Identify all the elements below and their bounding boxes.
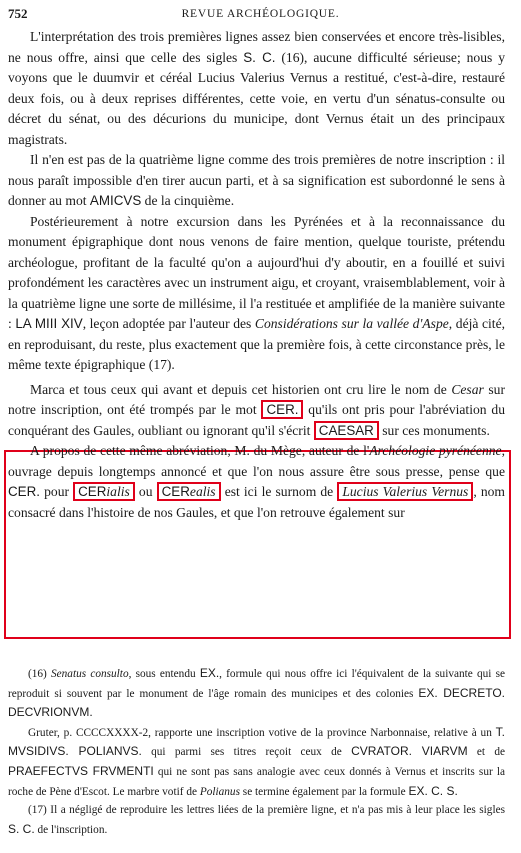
text: ou (134, 484, 157, 499)
suffix: ealis (189, 484, 216, 499)
footnote-16 (8, 664, 505, 723)
text: sur notre inscription, ont été trompés par le mot (8, 381, 505, 417)
paragraph-4 (8, 380, 505, 442)
text: (17) Il a négligé de reproduire les lettres liées de la première ligne, et n'a pas mis à leur place les sigles (28, 804, 505, 817)
footnote-17 (8, 801, 505, 839)
cesar-word: Cesar (451, 381, 484, 397)
formula: EX. C. S. (408, 783, 458, 798)
text: sur ces monuments. (378, 422, 490, 438)
text: , sous entendu (128, 668, 200, 680)
italic: Senatus consulto (51, 668, 129, 680)
text: (16) (28, 668, 51, 680)
title-2: PRAEFECTVS FRVMENTI (8, 763, 154, 778)
text: pour (40, 484, 74, 499)
text: A propos de cette même abréviation, M. du Mège, auteur de l' (30, 443, 370, 458)
paragraph-1 (8, 27, 505, 150)
title-1: CVRATOR. VIARVM (351, 744, 468, 759)
page-number: 752 (8, 6, 28, 21)
running-title: REVUE ARCHÉOLOGIQUE. (181, 8, 340, 20)
text: qu'ils ont pris pour l'abréviation du conquérant des Gaules, oubliant ou ignorant qu'il s'écrit (8, 402, 505, 438)
cer-boxed: CER. (261, 400, 303, 419)
text: et de (467, 746, 505, 759)
cer-part: CER (161, 484, 190, 499)
main-text (8, 27, 505, 523)
paragraph-3 (8, 212, 505, 376)
name-boxed: Lucius Valerius Vernus (337, 482, 473, 501)
text: de l'inscription. (34, 823, 108, 836)
text: de la cinquième. (141, 193, 235, 208)
text: , formule qui nous offre ici l'équivalent de la suivante qui se reproduit si souvent par le monument de l'âge romain des municipes et des colonies (8, 668, 506, 700)
footnote-16-cont (8, 723, 505, 801)
text: Postérieurement à notre excursion dans les Pyrénées et à la reconnaissance du monument épigraphique dont nous venons de faire mention, quelque touriste, prétendu archéologue, profitant de la faculté qu'on a aujourd'hui d'y aboutir, en a fouillé et suivi profondément les caractères avec un instrument aigu, et croyant, vraisemblablement, voir à la quatrième ligne une sorte de millésime, il l'a restituée et amplifiée de la manière suivante : (8, 213, 505, 331)
cerialis-boxed (73, 482, 135, 501)
formula: EX. DECRETO. DECVRIONVM. (8, 685, 505, 720)
text: se termine également par la formule (239, 785, 409, 798)
text: L'interprétation des trois premières lignes assez bien conservées et encore très-lisibles, ne nous offre, ainsi que celle des sigles (8, 29, 505, 65)
reading: LA MIII XIV (15, 316, 83, 331)
book-title: Archéologie pyrénéenne (369, 443, 502, 458)
suffix: ialis (106, 484, 130, 499)
page-header (8, 4, 513, 24)
ex-word: EX. (199, 666, 220, 680)
text: , déjà cité, en reproduisant, du reste, plus exactement que la première fois, à cette circonstance près, le même texte épigraphique (17). (8, 316, 505, 372)
paragraph-5 (8, 441, 505, 523)
cer-word: CER. (8, 484, 40, 499)
text: (16), aucune difficulté sérieuse; nous y voyons que le duumvir et céréal Lucius Valerius Vernus a restitué, c'est-à-dire, restauré deux fois, ou à deux reprises différentes, cette voie, en vertu d'un sénatus-consulte ou décret du sénat, ou des décurions du municipe, dont Vernus était un des principaux magistrats. (8, 49, 506, 147)
paragraph-2 (8, 150, 505, 212)
text: Il n'en est pas de la quatrième ligne comme des trois premières de notre inscription : il nous paraît impossible d'en tirer aucun parti, et à sa signification est subordonné le sens à donner au mot (8, 152, 505, 208)
inscription-name: T. MVSIDIVS. POLIANVS. (8, 724, 505, 759)
sigle-sc: S. C. (243, 49, 276, 65)
text: est ici le surnom de (220, 484, 338, 499)
text: , ouvrage depuis longtemps annoncé et que l'on nous assure être sous presse, pense que (8, 443, 505, 479)
footnotes (8, 664, 505, 839)
cerealis-boxed (157, 482, 221, 501)
caesar-boxed: CAESAR (314, 421, 379, 440)
text: Gruter, p. CCCCXXXX-2, rapporte une inscription votive de la province Narbonnaise, relative à un (28, 726, 496, 739)
book-title: Considérations sur la vallée d'Aspe (254, 316, 449, 331)
text: Marca et tous ceux qui avant et depuis cet historien ont cru lire le nom de (30, 381, 452, 397)
text: qui parmi ses titres reçoit ceux de (141, 746, 352, 759)
text: , nom consacré dans l'histoire de nos Gaules, et que l'on retrouve également sur (8, 484, 505, 520)
sigle-sc: S. C. (8, 821, 35, 836)
italic: Polianus (199, 785, 240, 798)
text: , leçon adoptée par l'auteur des (82, 316, 255, 331)
word-amicvs: AMICVS (89, 193, 142, 208)
text: qui ne sont pas sans analogie avec ceux donnés à Vernus et inscrits sur la roche de Pène d'Escot. Le marbre votif de (8, 765, 505, 798)
cer-part: CER (78, 484, 107, 499)
